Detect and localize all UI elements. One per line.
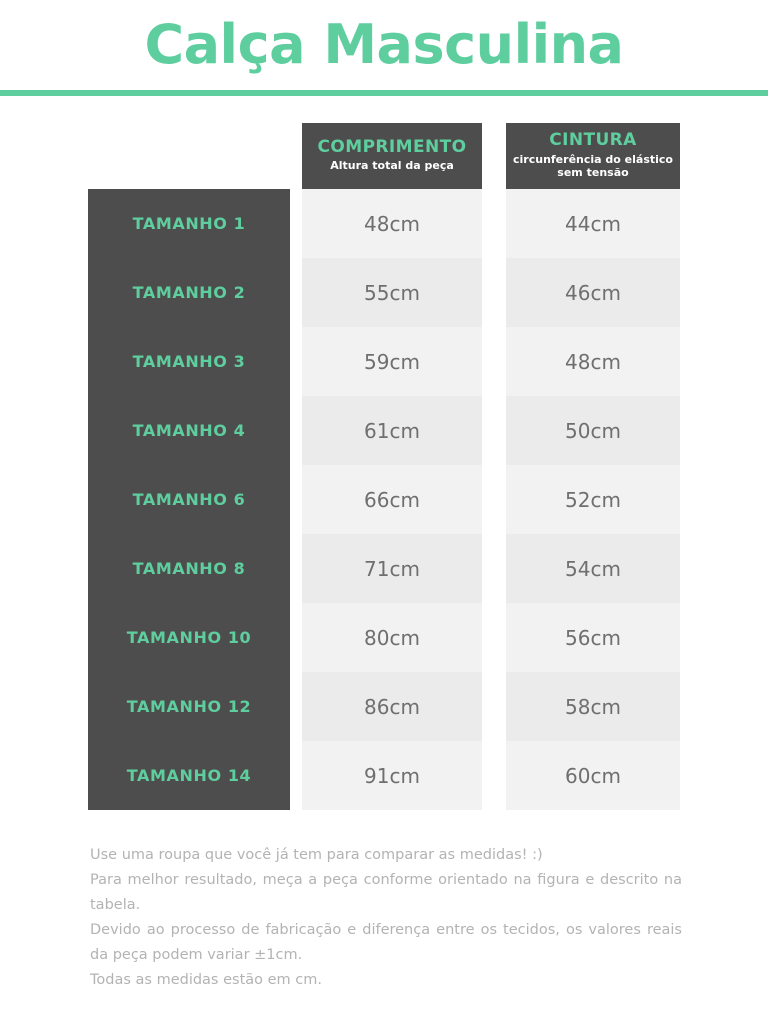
note-line: Devido ao processo de fabricação e diferença entre os tecidos, os valores reais da peça podem variar ±1cm. <box>90 921 682 963</box>
page-title: Calça Masculina <box>144 13 624 76</box>
table-cell: 48cm <box>506 327 680 396</box>
table-row: TAMANHO 14 <box>126 766 252 786</box>
cintura-column <box>506 189 680 810</box>
table-cell: 91cm <box>302 741 482 810</box>
comprimento-column <box>302 189 482 810</box>
table-cell: 56cm <box>506 603 680 672</box>
table-cell: 59cm <box>302 327 482 396</box>
table-row: TAMANHO 1 <box>132 214 246 234</box>
table-cell: 61cm <box>302 396 482 465</box>
column-header-subtitle: Altura total da peça <box>330 159 454 173</box>
table-cell: 50cm <box>506 396 680 465</box>
column-header-subtitle: circunferência do elástico sem tensão <box>513 152 673 179</box>
notes-section <box>90 843 682 993</box>
table-row: TAMANHO 3 <box>132 352 246 372</box>
table-cell: 46cm <box>506 258 680 327</box>
table-cell: 52cm <box>506 465 680 534</box>
table-row: TAMANHO 2 <box>132 283 246 303</box>
size-table <box>0 96 768 811</box>
table-cell: 44cm <box>506 189 680 258</box>
note-line: Todas as medidas estão em cm. <box>90 971 322 988</box>
table-cell: 86cm <box>302 672 482 741</box>
table-row: TAMANHO 6 <box>132 490 246 510</box>
table-cell: 60cm <box>506 741 680 810</box>
note-line: Use uma roupa que você já tem para comparar as medidas! :) <box>90 847 543 863</box>
table-cell: 54cm <box>506 534 680 603</box>
column-header-comprimento <box>302 123 482 189</box>
table-cell: 80cm <box>302 603 482 672</box>
table-row: TAMANHO 4 <box>132 421 246 441</box>
table-cell: 48cm <box>302 189 482 258</box>
table-row: TAMANHO 8 <box>132 559 246 579</box>
table-cell: 58cm <box>506 672 680 741</box>
column-header-title: CINTURA <box>549 130 637 151</box>
column-header-cintura <box>506 123 680 189</box>
note-line: Para melhor resultado, meça a peça conforme orientado na figura e descrito na tabela. <box>90 871 682 913</box>
table-cell: 55cm <box>302 258 482 327</box>
size-column <box>88 189 290 810</box>
table-row: TAMANHO 12 <box>126 697 252 717</box>
column-header-title: COMPRIMENTO <box>317 136 467 157</box>
table-cell: 66cm <box>302 465 482 534</box>
title-area <box>0 0 768 96</box>
table-cell: 71cm <box>302 534 482 603</box>
table-row: TAMANHO 10 <box>126 628 252 648</box>
